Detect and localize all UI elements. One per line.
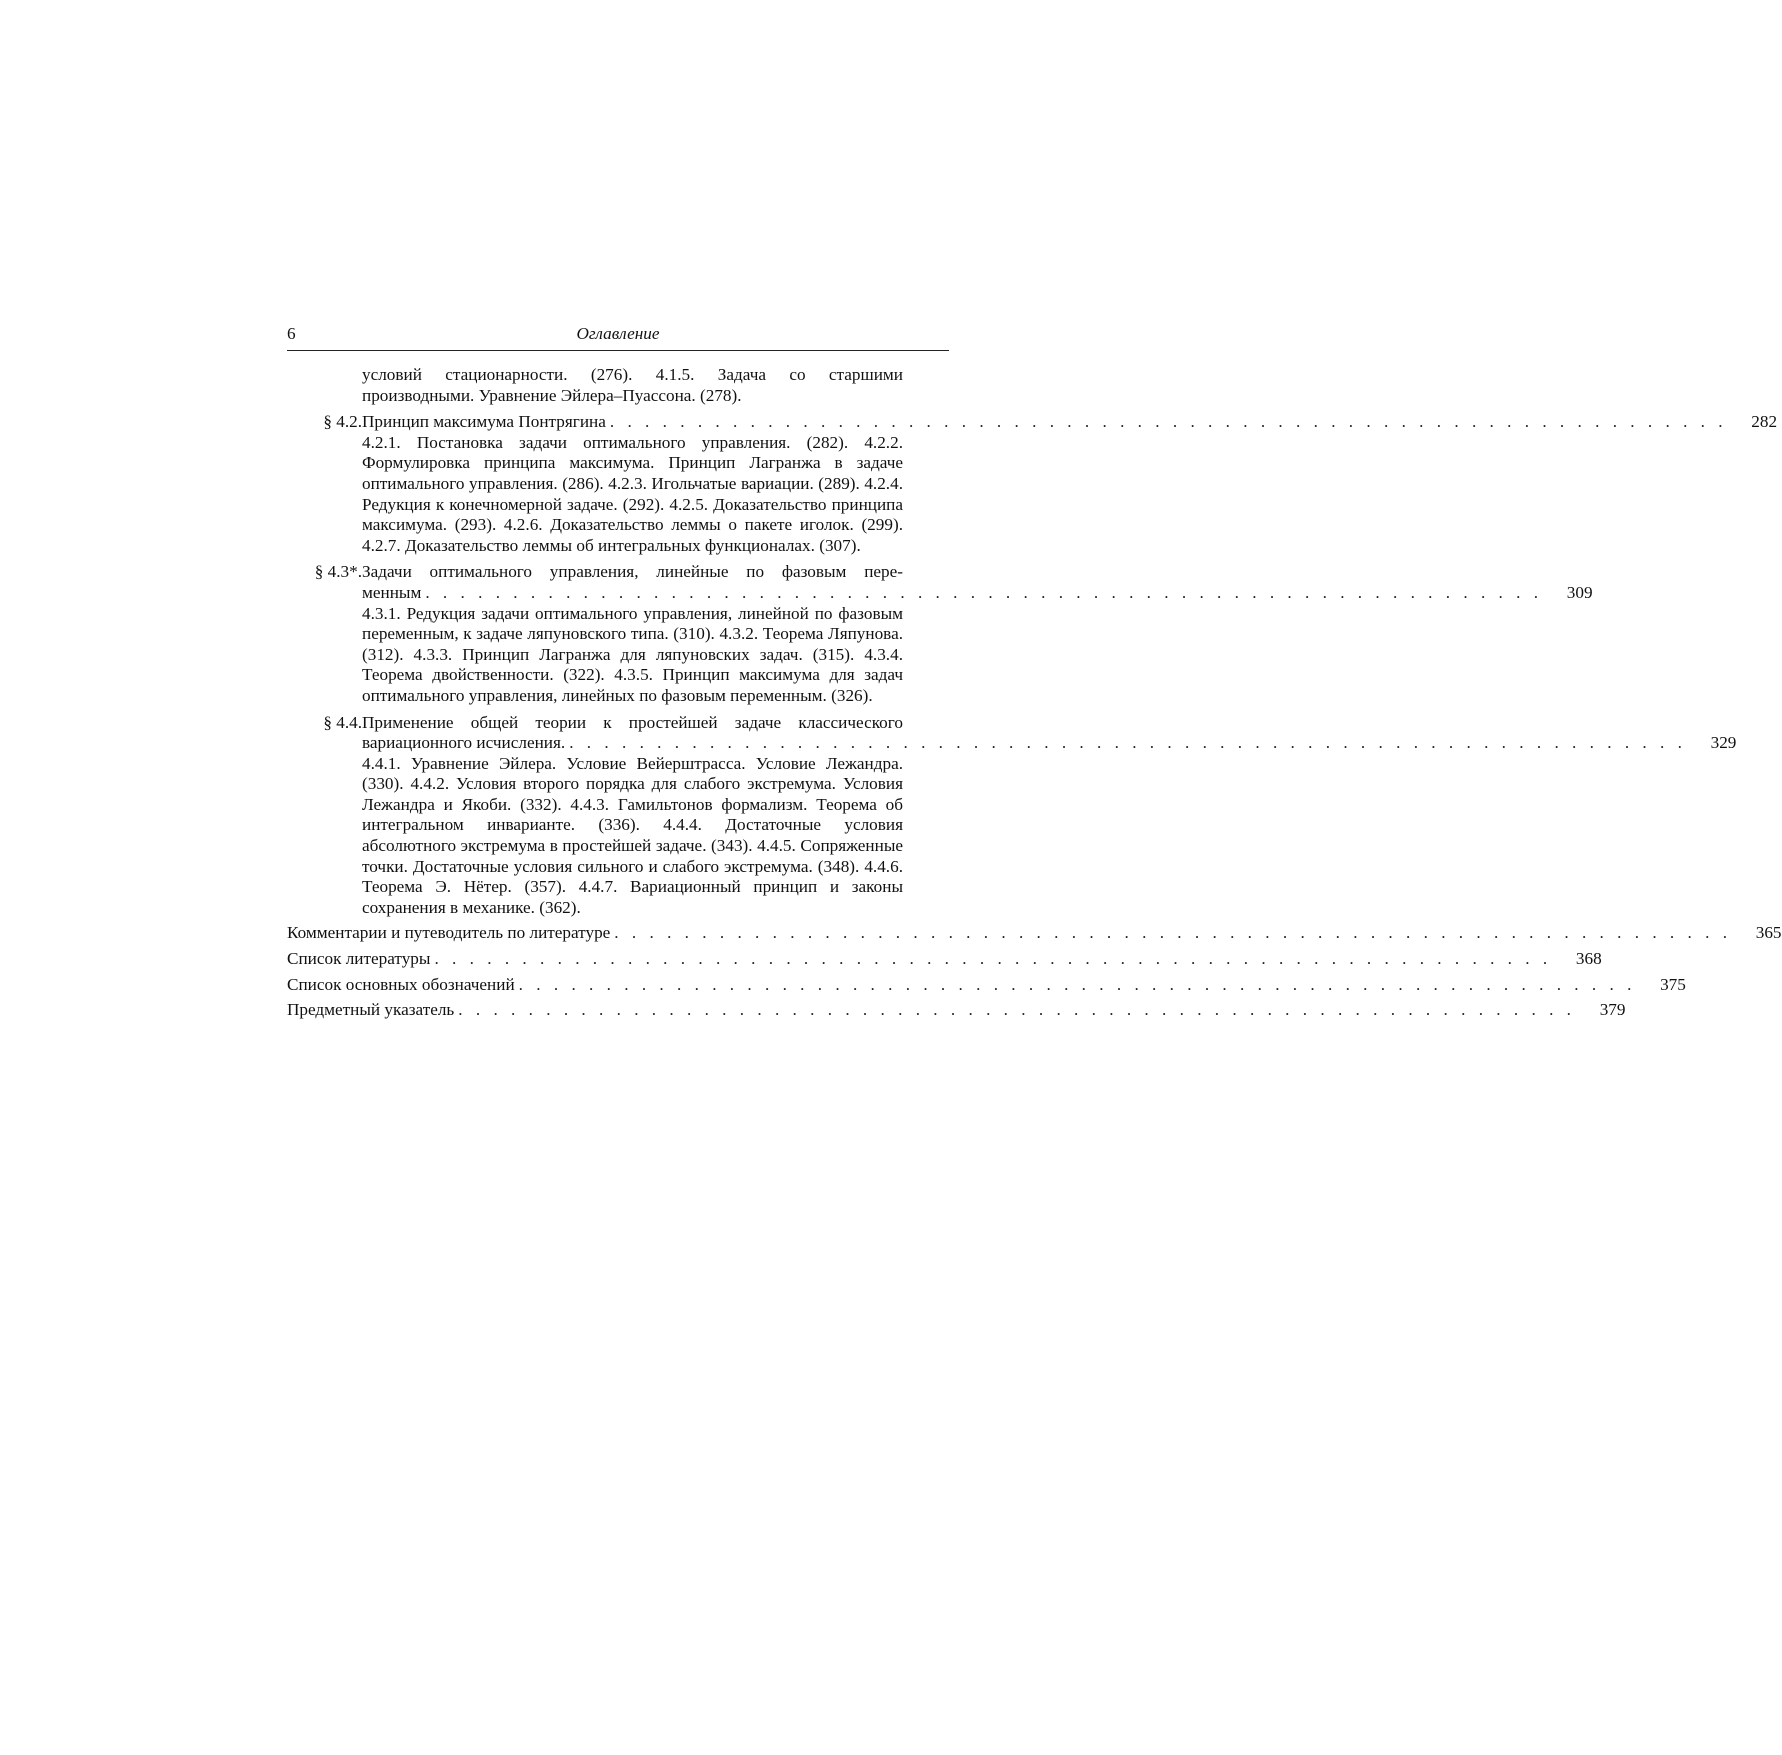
section-title-line: [362, 582, 1593, 604]
running-head: [287, 320, 949, 351]
subsection-list: 4.2.1. Постановка задачи оптимального управления. (282). 4.2.2. Формулировка принципа максимума. Принцип Лагранжа в задаче оптимального управления. (286). 4.2.3. Игольчатые вариации. (289). 4.2.4. Редукция к конечномерной задаче. (292). 4.2.5. Доказательство принципа максимума. (293). 4.2.6. Доказательство леммы о пакете иголок. (299). 4.2.7. Доказательство леммы об интегральных функционалах. (307).: [362, 432, 903, 555]
entry-title: Список основных обозначений: [287, 974, 515, 994]
dot-leader: . . . . . . . . . . . . . . . . . . . . . . . . . . . . . . . . . . . . . . . . . . . . . . . . . . . . . . . . . . . . . . . .: [569, 733, 1687, 753]
entry-title: Комментарии и путеводитель по литературе: [287, 923, 611, 943]
dot-leader: . . . . . . . . . . . . . . . . . . . . . . . . . . . . . . . . . . . . . . . . . . . . . . . . . . . . . . . . . . . . . . . .: [458, 1000, 1576, 1020]
section-title-first-line: Задачи оптимального управления, линейные по фазовым пере-: [362, 562, 903, 582]
dot-leader: . . . . . . . . . . . . . . . . . . . . . . . . . . . . . . . . . . . . . . . . . . . . . . . . . . . . . . . . . . . . . . . .: [609, 412, 1728, 432]
section-title: Принцип максимума Понтрягина: [362, 412, 606, 432]
section-title-end: вариационного исчисления.: [362, 733, 566, 753]
entry-page: 379: [1599, 1000, 1626, 1020]
toc-page: [287, 320, 1782, 1021]
dot-leader: . . . . . . . . . . . . . . . . . . . . . . . . . . . . . . . . . . . . . . . . . . . . . . . . . . . . . . . . . . . . . . . .: [518, 974, 1636, 994]
toc-entry[interactable]: [287, 1000, 1626, 1021]
section-title-line: [362, 733, 1737, 754]
dot-leader: . . . . . . . . . . . . . . . . . . . . . . . . . . . . . . . . . . . . . . . . . . . . . . . . . . . . . . . . . . . . . . . .: [434, 949, 1552, 969]
toc-section[interactable]: [287, 712, 1737, 919]
subsection-list: 4.4.1. Уравнение Эйлера. Условие Вейерштрасса. Условие Лежандра. (330). 4.4.2. Условия второго порядка для слабого экстремума. Условия Лежандра и Якоби. (332). 4.4.3. Гамильтонов формализм. Теорема об интегральном инварианте. (336). 4.4.4. Достаточные условия абсолютного экстремума в простейшей задаче. (343). 4.4.5. Сопряженные точки. Достаточные условия сильного и слабого экстремума. (348). 4.4.6. Теорема Э. Нётер. (357). 4.4.7. Вариационный принцип и законы сохранения в механике. (362).: [362, 753, 903, 917]
toc-section[interactable]: [287, 562, 1593, 706]
running-title: Оглавление: [576, 324, 660, 343]
section-number: § 4.3*.: [314, 562, 362, 582]
toc-entry[interactable]: [287, 974, 1686, 996]
entry-title: Предметный указатель: [287, 1000, 455, 1020]
page-number: 6: [287, 324, 296, 343]
section-page: 309: [1566, 582, 1593, 602]
entry-page: 368: [1575, 949, 1602, 969]
toc-entry[interactable]: [287, 923, 1782, 944]
subsection-list: 4.3.1. Редукция задачи оптимального управления, линейной по фазовым переменным, к задаче ляпуновского типа. (310). 4.3.2. Теорема Ляпунова. (312). 4.3.3. Принцип Лагранжа для ляпуновских задач. (315). 4.3.4. Теорема двойственности. (322). 4.3.5. Принцип максимума для задач оптимального управления, линейных по фазовым переменным. (326).: [362, 603, 903, 705]
section-page: 282: [1751, 412, 1778, 432]
entry-page: 375: [1660, 974, 1686, 994]
section-number: § 4.2.: [323, 412, 362, 432]
toc-entry[interactable]: [287, 949, 1602, 970]
section-title-line: [362, 412, 1778, 433]
dot-leader: . . . . . . . . . . . . . . . . . . . . . . . . . . . . . . . . . . . . . . . . . . . . . . . . . . . . . . . . . . . . . . . .: [425, 582, 1543, 602]
section-title-first-line: Применение общей теории к простейшей задаче классического: [362, 712, 903, 732]
dot-leader: . . . . . . . . . . . . . . . . . . . . . . . . . . . . . . . . . . . . . . . . . . . . . . . . . . . . . . . . . . . . . . . .: [614, 923, 1732, 943]
toc-section[interactable]: [287, 412, 1778, 556]
entry-page: 365: [1755, 923, 1782, 943]
section-title-end: менным: [362, 582, 422, 602]
section-number: § 4.4.: [323, 712, 362, 732]
entry-title: Список литературы: [287, 949, 431, 969]
continued-subsections: условий стационарности. (276). 4.1.5. Задача со старшими производными. Уравнение Эйлера–Пуассона. (278).: [362, 365, 903, 405]
section-page: 329: [1710, 733, 1737, 753]
